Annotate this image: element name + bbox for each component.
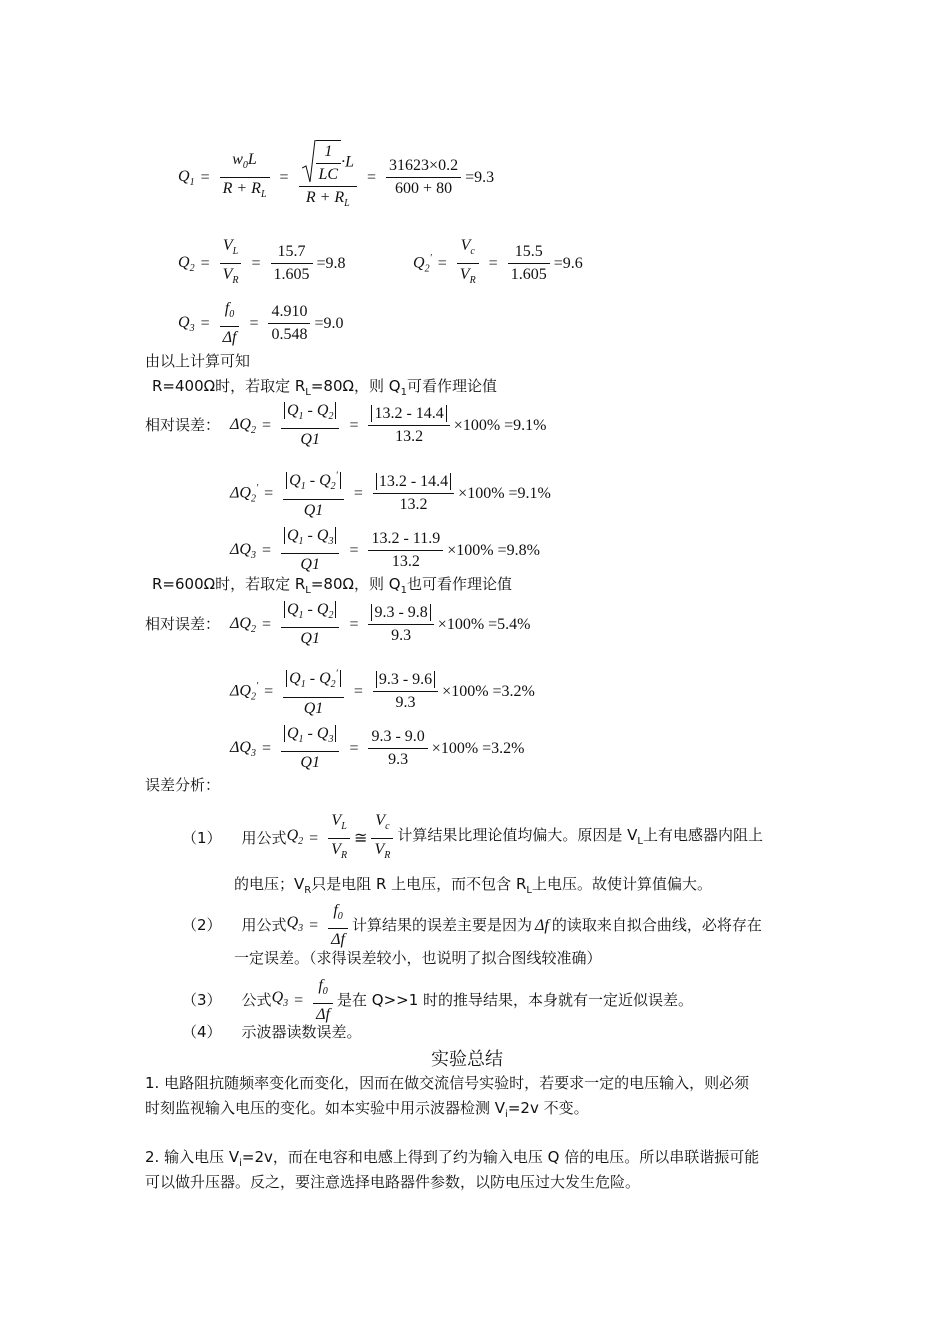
analysis-item-1: （1） 用公式 $Q_2$ = $\frac{V_L}{V_R}$ ≅ $\frac{V_c}{V_R}$ 计算结果比理论值均偏大。原因是 $V_L$上有电感器内阻上 <box>182 812 763 862</box>
analysis-item-1-line2: 的电压；$V_R$只是电阻 R 上电压，而不包含 $R_L$上电压。故使计算值偏大。 <box>234 875 712 896</box>
summary-title: 实验总结 <box>431 1049 503 1070</box>
formula-q2: $Q_2$ = $\frac{V_L}{V_R}$ = $\frac{15.7}{1.605}$ =9.8 <box>178 237 346 287</box>
from-calc-text: 由以上计算可知 <box>145 352 251 370</box>
formula-q3: $Q_3$ = $\frac{f_0}{\Delta f}$ = $\frac{4.910}{0.548}$ =9.0 <box>178 300 344 347</box>
summary-p1-line2: 时刻监视输入电压的变化。如本实验中用示波器检测 $V_i=2v$ 不变。 <box>145 1099 589 1120</box>
analysis-item-4: （4） 示波器读数误差。 <box>182 1023 362 1041</box>
error-row: $\Delta Q_2$ = $\frac{Q_1 - Q_2}{Q1}$ = $\frac{9.3 - 9.8}{9.3}$ ×100% =5.4% <box>230 601 531 648</box>
case2-text: R=600Ω时，若取定 $R_L=80\Omega$，则 $Q_1$也可看作理论值 <box>152 575 512 596</box>
formula-q2-prime: $Q_2'$ = $\frac{V_c}{V_R}$ = $\frac{15.5}{1.605}$ =9.6 <box>413 237 583 287</box>
formula-q1: $Q_1$ = $\frac{w_0L}{R + R_L}$ = $\frac{1}{LC}$ ·L $R + R_L$ = $\frac{31623\times 0.2}{600 + 80}$ =9.3 <box>178 140 494 215</box>
error-row: $\Delta Q_2'$ = $\frac{Q_1 - Q_2'}{Q1}$ = $\frac{9.3 - 9.6}{9.3}$ ×100% =3.2% <box>230 664 535 720</box>
summary-p2-line1: 2. 输入电压 $V_i=2v$，而在电容和电感上得到了约为输入电压 Q 倍的电压。所以串联谐振可能 <box>145 1148 760 1169</box>
summary-p1-line1: 1. 电路阻抗随频率变化而变化，因而在做交流信号实验时，若要求一定的电压输入，则必须 <box>145 1074 750 1092</box>
summary-p2-line2: 可以做升压器。反之，要注意选择电路器件参数，以防电压过大发生危险。 <box>145 1173 641 1191</box>
error-row: $\Delta Q_3$ = $\frac{Q_1 - Q_3}{Q1}$ = $\frac{13.2 - 11.9}{13.2}$ ×100% =9.8% <box>230 527 540 574</box>
error-row: $\Delta Q_3$ = $\frac{Q_1 - Q_3}{Q1}$ = $\frac{9.3 - 9.0}{9.3}$ ×100% =3.2% <box>230 725 525 772</box>
rel-err-label-1: 相对误差： <box>145 416 221 434</box>
rel-err-label-2: 相对误差： <box>145 615 221 633</box>
analysis-item-2-line2: 一定误差。（求得误差较小，也说明了拟合图线较准确） <box>234 949 602 967</box>
case1-text: R=400Ω时，若取定 $R_L=80\Omega$，则 $Q_1$可看作理论值 <box>152 377 497 398</box>
analysis-item-2: （2） 用公式 $Q_3$ = $\frac{f_0}{\Delta f}$ 计算结果的误差主要是因为 Δf 的读取来自拟合曲线，必将存在 <box>182 902 762 949</box>
error-row: $\Delta Q_2$ = $\frac{Q_1 - Q_2}{Q1}$ = $\frac{13.2 - 14.4}{13.2}$ ×100% =9.1% <box>230 402 547 449</box>
error-row: $\Delta Q_2'$ = $\frac{Q_1 - Q_2'}{Q1}$ = $\frac{13.2 - 14.4}{13.2}$ ×100% =9.1% <box>230 466 551 522</box>
err-analysis-label: 误差分析： <box>145 776 221 794</box>
analysis-item-3: （3） 公式 $Q_3$ = $\frac{f_0}{\Delta f}$ 是在 Q>>1 时的推导结果，本身就有一定近似误差。 <box>182 977 694 1024</box>
